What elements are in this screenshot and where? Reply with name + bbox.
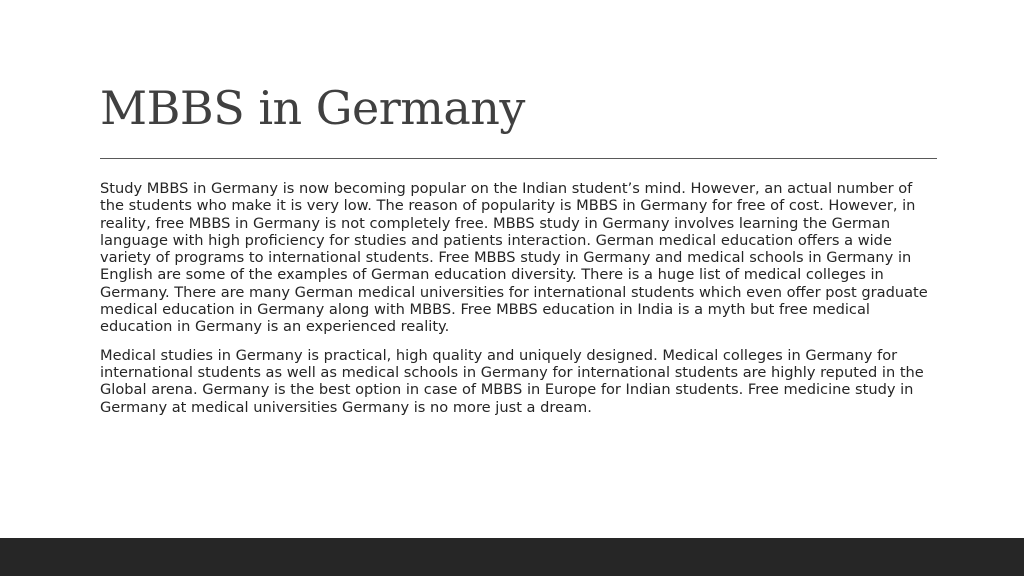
footer-bar — [0, 538, 1024, 576]
slide-body — [100, 180, 938, 427]
body-paragraph-1: Study MBBS in Germany is now becoming popular on the Indian student’s mind. However, an actual number of the students who make it is very low. The reason of popularity is MBBS in Germany for free of cost. However, in reality, free MBBS in Germany is not completely free. MBBS study in Germany involves learning the German language with high proficiency for studies and patients interaction. German medical education offers a wide variety of programs to international students. Free MBBS study in Germany and medical schools in Germany in English are some of the examples of German education diversity. There is a huge list of medical colleges in Germany. There are many German medical universities for international students which even offer post graduate medical education in Germany along with MBBS. Free MBBS education in India is a myth but free medical education in Germany is an experienced reality. — [100, 180, 928, 336]
body-paragraph-2: Medical studies in Germany is practical, high quality and uniquely designed. Medical colleges in Germany for international students as well as medical schools in Germany for international students are highly reputed in the Global arena. Germany is the best option in case of MBBS in Europe for Indian students. Free medicine study in Germany at medical universities Germany is no more just a dream. — [100, 346, 924, 416]
title-divider — [100, 158, 937, 159]
slide-title: MBBS in Germany — [100, 81, 525, 135]
